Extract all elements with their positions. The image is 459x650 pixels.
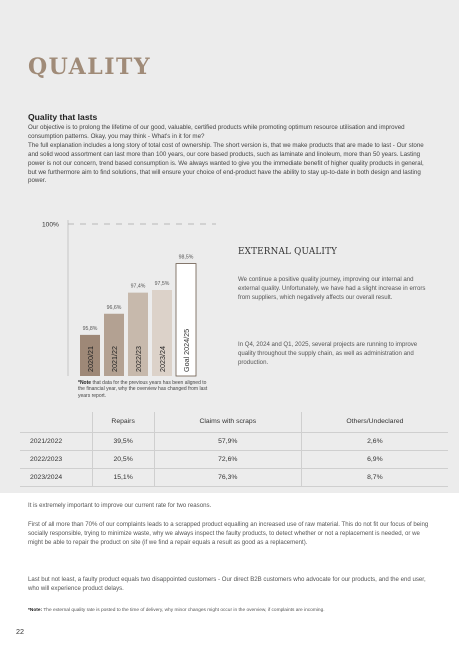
chart-category-label: 2022/23 [134, 346, 143, 372]
chart-value-label: 97,5% [154, 281, 170, 287]
table-cell: 20,5% [92, 450, 154, 468]
external-quality-paragraph-2: In Q4, 2024 and Q1, 2025, several projects are running to improve quality throughout the supply chain, as well as administration and production. [238, 341, 418, 367]
quality-bar-chart [28, 216, 218, 386]
body-paragraph-1: It is extremely important to improve our current rate for two reasons. [28, 502, 212, 509]
chart-value-label: 97,4% [130, 283, 146, 290]
chart-value-label: 95,8% [82, 325, 98, 332]
body-paragraph-2: First of all more than 70% of our complaints leads to a scrapped product equalling an increased use of raw material. This do not fit our focus of being socially responsible, trying to minimize waste, why we always inspect the faulty products, to detect whether or not a replacement is needed, or we might be able to repair the product on site (if we find a repair equals a result as good as a replacement). [28, 521, 429, 547]
table-cell: 2023/2024 [20, 468, 92, 486]
table-header-cell [20, 412, 92, 432]
table-cell: 6,9% [301, 450, 448, 468]
table-cell: 72,6% [154, 450, 301, 468]
chart-svg [28, 216, 218, 386]
table-cell: 57,9% [154, 432, 301, 450]
intro-paragraph-2: The full explanation includes a long story of total cost of ownership. The short version is, that we make products that are made to last - Our stone and solid wood assortment can last more than 100 years, our core based products, such as laminate and linoleum, more than 50 years. Lasting power is not our concern, trend based consumption is. We always wanted to give you the immediate benefit of higher quality products in general, but we furthermore aim to find solutions, that will ensure your choice of end-product have the ability to stay up-to-date in both design and lasting power. [28, 141, 424, 185]
chart-category-label: 2020/21 [86, 346, 95, 372]
table-cell: 15,1% [92, 468, 154, 486]
table-header-cell: Claims with scraps [154, 412, 301, 432]
chart-category-label: 2021/22 [110, 346, 119, 372]
complaints-table [20, 412, 448, 487]
external-quality-title: EXTERNAL QUALITY [238, 247, 338, 257]
table-header-row [20, 412, 448, 432]
footnote-text: The external quality rate is posted to the time of delivery, why minor changes might occur in the overview, if complaints are incoming. [42, 608, 325, 613]
chart-value-label: 98,5% [178, 254, 194, 261]
chart-value-label: 96,6% [106, 304, 122, 311]
intro-paragraph-1: Our objective is to prolong the lifetime of our good, valuable, certified products while promoting optimum resource utilisation and improved consumption patterns. Okay, you may think - What's in it for me? [28, 124, 405, 140]
table-row [20, 468, 448, 486]
body-paragraph-3: Last but not least, a faulty product equals two disappointed customers - Our direct B2B customers who advocate for our products, and the end user, who will experience product delays. [28, 576, 426, 593]
section-subtitle: Quality that lasts [28, 112, 98, 122]
chart-category-label: 2023/24 [158, 346, 167, 372]
table-row [20, 432, 448, 450]
table-cell: 2021/2022 [20, 432, 92, 450]
chart-note-label: *Note [78, 380, 92, 386]
footnote [28, 608, 438, 613]
table-cell: 2022/2023 [20, 450, 92, 468]
chart-category-label: Goal 2024/25 [182, 328, 191, 372]
chart-reference-label: 100% [42, 221, 59, 229]
table-cell: 76,3% [154, 468, 301, 486]
table-header-cell: Repairs [92, 412, 154, 432]
table-row [20, 450, 448, 468]
table-cell: 8,7% [301, 468, 448, 486]
page-number: 22 [16, 627, 24, 636]
chart-note-text: that data for the previous years has been aligned to the financial year, why the overview has changed from last years report. [78, 380, 208, 399]
table-cell: 2,6% [301, 432, 448, 450]
intro-text [28, 124, 434, 186]
page-title: QUALITY [28, 54, 152, 80]
table-cell: 39,5% [92, 432, 154, 450]
table-header-cell: Others/Undeclared [301, 412, 448, 432]
external-quality-paragraph-1: We continue a positive quality journey, improving our internal and external quality. Unfortunately, we have had a slight increase in errors from suppliers, which negatively affects our overall result. [238, 276, 426, 302]
footnote-label: *Note: [28, 608, 43, 613]
chart-note [78, 380, 210, 399]
